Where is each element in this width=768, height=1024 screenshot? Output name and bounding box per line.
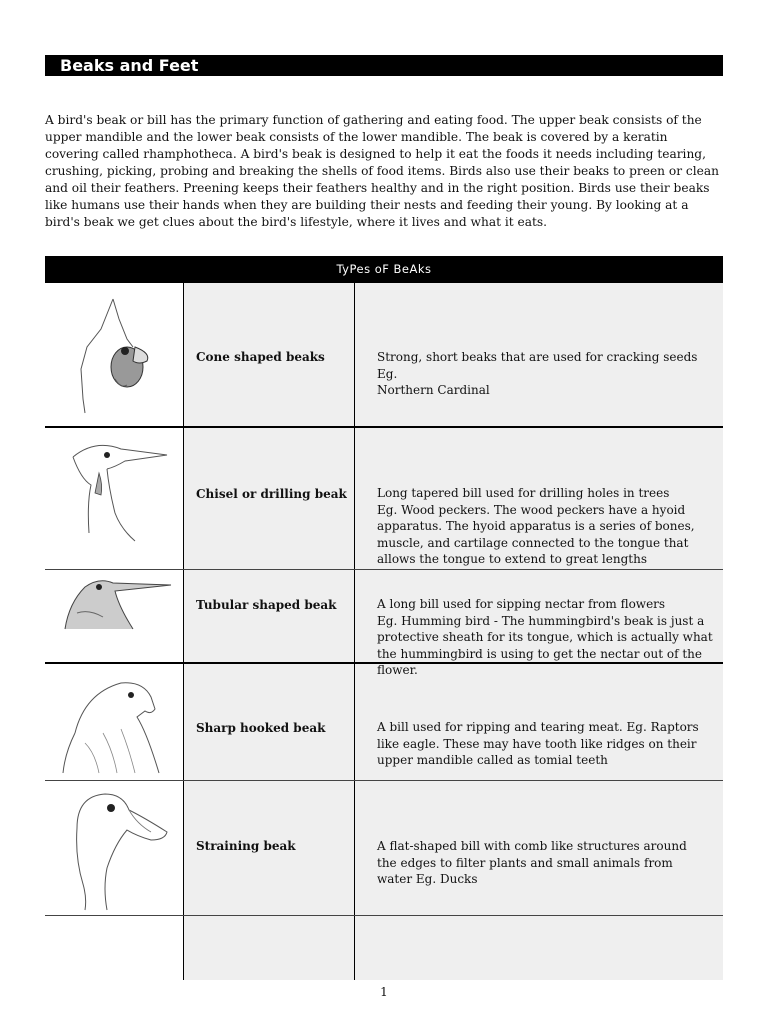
page-number: 1 [380,985,388,999]
beak-type-name: Sharp hooked beak [196,721,326,735]
woodpecker-head-icon [55,433,177,558]
beak-types-table [45,283,723,980]
section-title: Beaks and Feet [45,55,723,76]
row-divider [45,780,723,781]
row-divider [45,569,723,570]
beak-type-description: A flat-shaped bill with comb like structures around the edges to filter plants and small animals from water Eg. Ducks [377,839,687,886]
column-divider [183,283,184,980]
row-divider [45,915,723,916]
beak-type-description: Strong, short beaks that are used for cracking seeds Eg. Northern Cardinal [377,350,698,397]
beak-type-description: A long bill used for sipping nectar from flowers Eg. Humming bird - The hummingbird's beak is just a protective sheath for its tongue, which is actually what the hummingbird is using to get the nectar out of the flower. [377,597,713,677]
row-divider [45,426,723,428]
hummingbird-head-icon [55,573,177,633]
beak-type-name: Chisel or drilling beak [196,487,347,501]
beak-type-description: A bill used for ripping and tearing meat. Eg. Raptors like eagle. These may have tooth like ridges on their upper mandible called as tomial teeth [377,720,699,767]
cardinal-head-icon [55,289,177,419]
table-header: TyPes oF BeAks [45,256,723,283]
beak-type-name: Tubular shaped beak [196,598,337,612]
intro-paragraph: A bird's beak or bill has the primary function of gathering and eating food. The upper beak consists of the upper mandible and the lower beak consists of the lower mandible. The beak is covered by a keratin covering called rhamphotheca. A bird's beak is designed to help it eat the foods it needs including tearing, crushing, picking, probing and breaking the shells of food items. Birds also use their beaks to preen or clean and oil their feathers. Preening keeps their feathers healthy and in the right position. Birds use their beaks like humans use their hands when they are building their nests and feeding their young. By looking at a bird's beak we get clues about the bird's lifestyle, where it lives and what it eats. [45,113,719,229]
duck-head-icon [55,788,177,913]
eagle-head-icon [55,673,177,778]
beak-type-name: Straining beak [196,839,296,853]
beak-type-name: Cone shaped beaks [196,350,325,364]
column-divider [354,283,355,980]
beak-type-description: Long tapered bill used for drilling holes in trees Eg. Wood peckers. The wood peckers have a hyoid apparatus. The hyoid apparatus is a series of bones, muscle, and cartilage connected to the tongue that allows the tongue to extend to great lengths [377,486,695,566]
